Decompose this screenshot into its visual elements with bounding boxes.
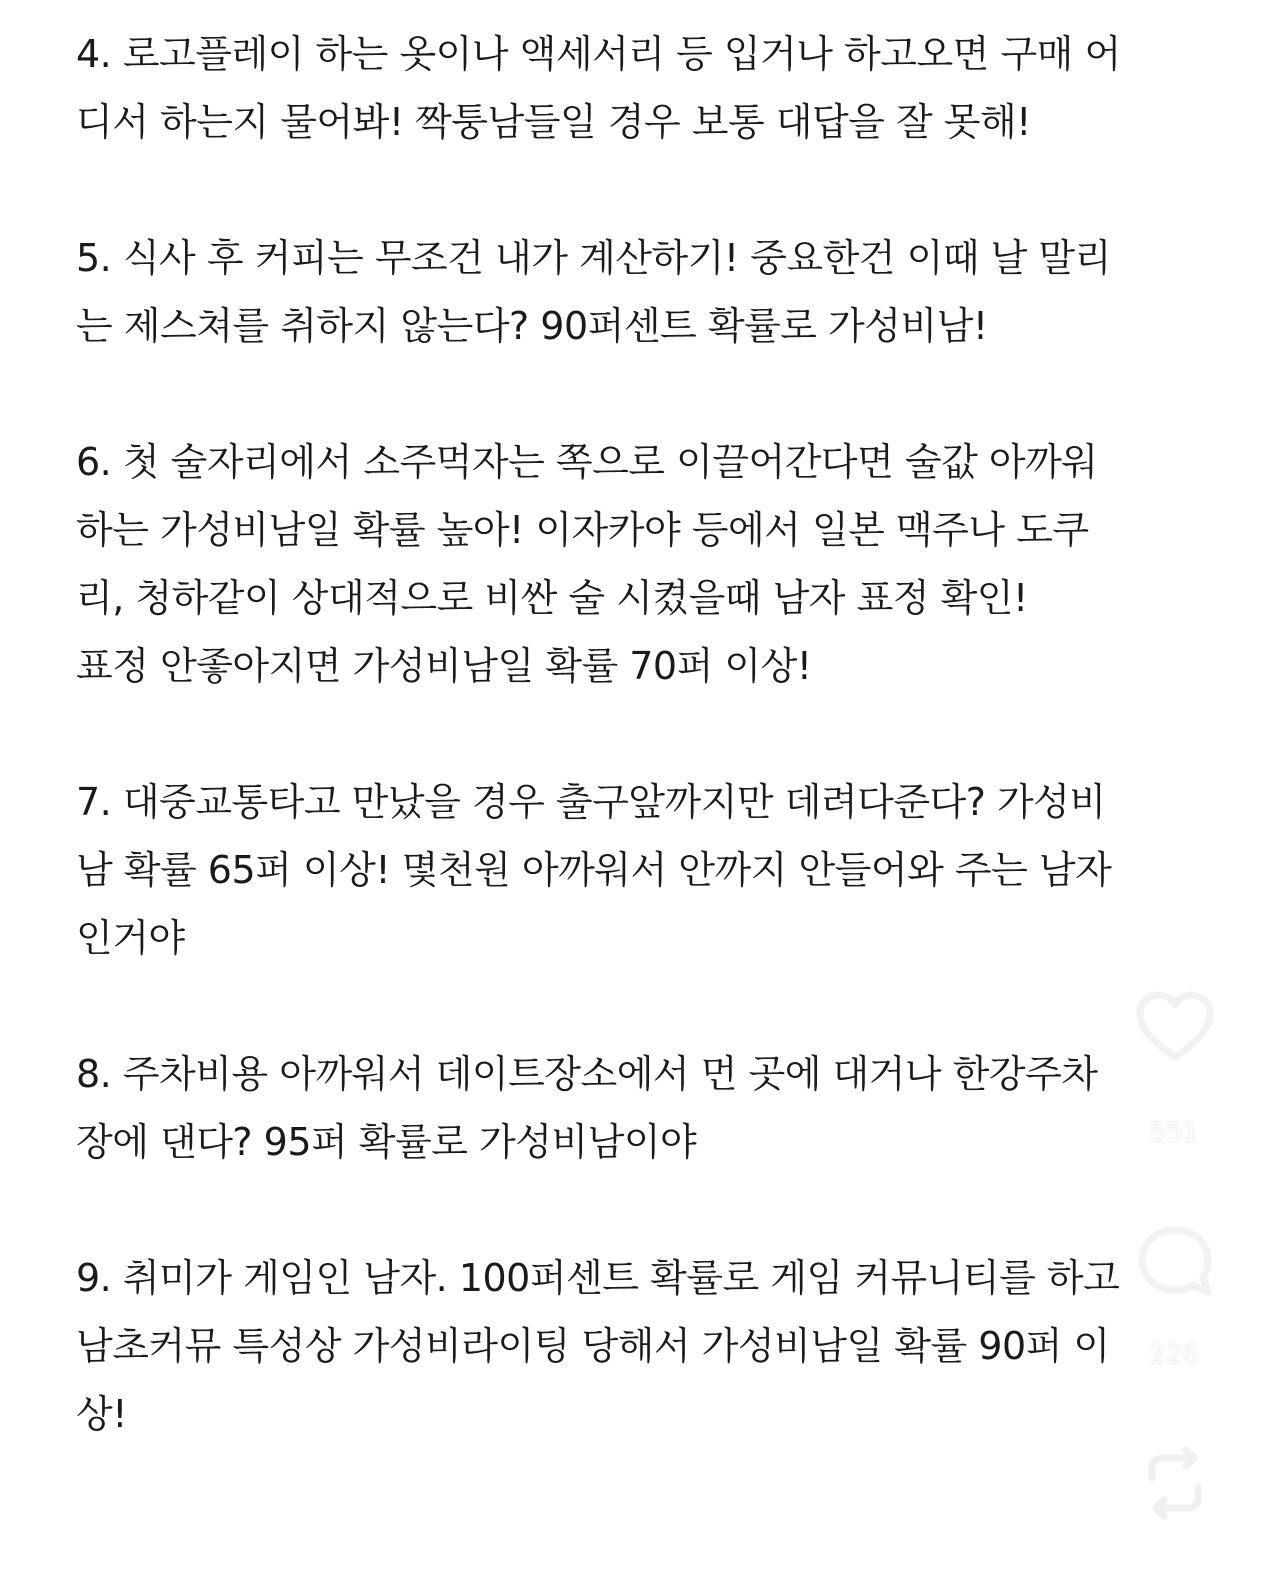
text-line: 장에 댄다? 95퍼 확률로 가성비남이야 xyxy=(76,1120,697,1164)
text-line: 하는 가성비남일 확률 높아! 이자카야 등에서 일본 맥주나 도쿠 xyxy=(76,508,1089,552)
comment-icon xyxy=(1132,1220,1218,1306)
comment-button[interactable] xyxy=(1132,1220,1218,1306)
text-line: 8. 주차비용 아까워서 데이트장소에서 먼 곳에 대거나 한강주차 xyxy=(76,1052,1098,1096)
share-icon xyxy=(1132,1440,1218,1526)
text-line: 인거야 xyxy=(76,916,185,960)
like-button[interactable] xyxy=(1132,985,1218,1071)
text-line: 리, 청하같이 상대적으로 비싼 술 시켰을때 남자 표정 확인! xyxy=(76,576,1028,620)
text-line: 4. 로고플레이 하는 옷이나 액세서리 등 입거나 하고오면 구매 어 xyxy=(76,32,1121,76)
share-button[interactable] xyxy=(1132,1440,1218,1526)
text-line: 9. 취미가 게임인 남자. 100퍼센트 확률로 게임 커뮤니티를 하고 xyxy=(76,1256,1120,1300)
tip-item-6 xyxy=(76,428,1221,700)
text-line: 5. 식사 후 커피는 무조건 내가 계산하기! 중요한건 이때 날 말리 xyxy=(76,236,1111,280)
comment-count: 226 xyxy=(1149,1340,1199,1370)
like-count: 551 xyxy=(1149,1118,1199,1148)
tip-item-4 xyxy=(76,20,1221,156)
post-body xyxy=(76,20,1221,1516)
text-line: 디서 하는지 물어봐! 짝퉁남들일 경우 보통 대답을 잘 못해! xyxy=(76,100,1031,144)
text-line: 남 확률 65퍼 이상! 몇천원 아까워서 안까지 안들어와 주는 남자 xyxy=(76,848,1112,892)
text-line: 표정 안좋아지면 가성비남일 확률 70퍼 이상! xyxy=(76,644,812,688)
tip-item-5 xyxy=(76,224,1221,360)
tip-item-7 xyxy=(76,768,1221,972)
text-line: 는 제스쳐를 취하지 않는다? 90퍼센트 확률로 가성비남! xyxy=(76,304,988,348)
text-line: 상! xyxy=(76,1392,127,1436)
heart-icon xyxy=(1132,985,1218,1071)
tip-item-9 xyxy=(76,1244,1221,1448)
text-line: 남초커뮤 특성상 가성비라이팅 당해서 가성비남일 확률 90퍼 이 xyxy=(76,1324,1110,1368)
tip-item-8 xyxy=(76,1040,1221,1176)
text-line: 6. 첫 술자리에서 소주먹자는 쪽으로 이끌어간다면 술값 아까워 xyxy=(76,440,1098,484)
text-line: 7. 대중교통타고 만났을 경우 출구앞까지만 데려다준다? 가성비 xyxy=(76,780,1106,824)
